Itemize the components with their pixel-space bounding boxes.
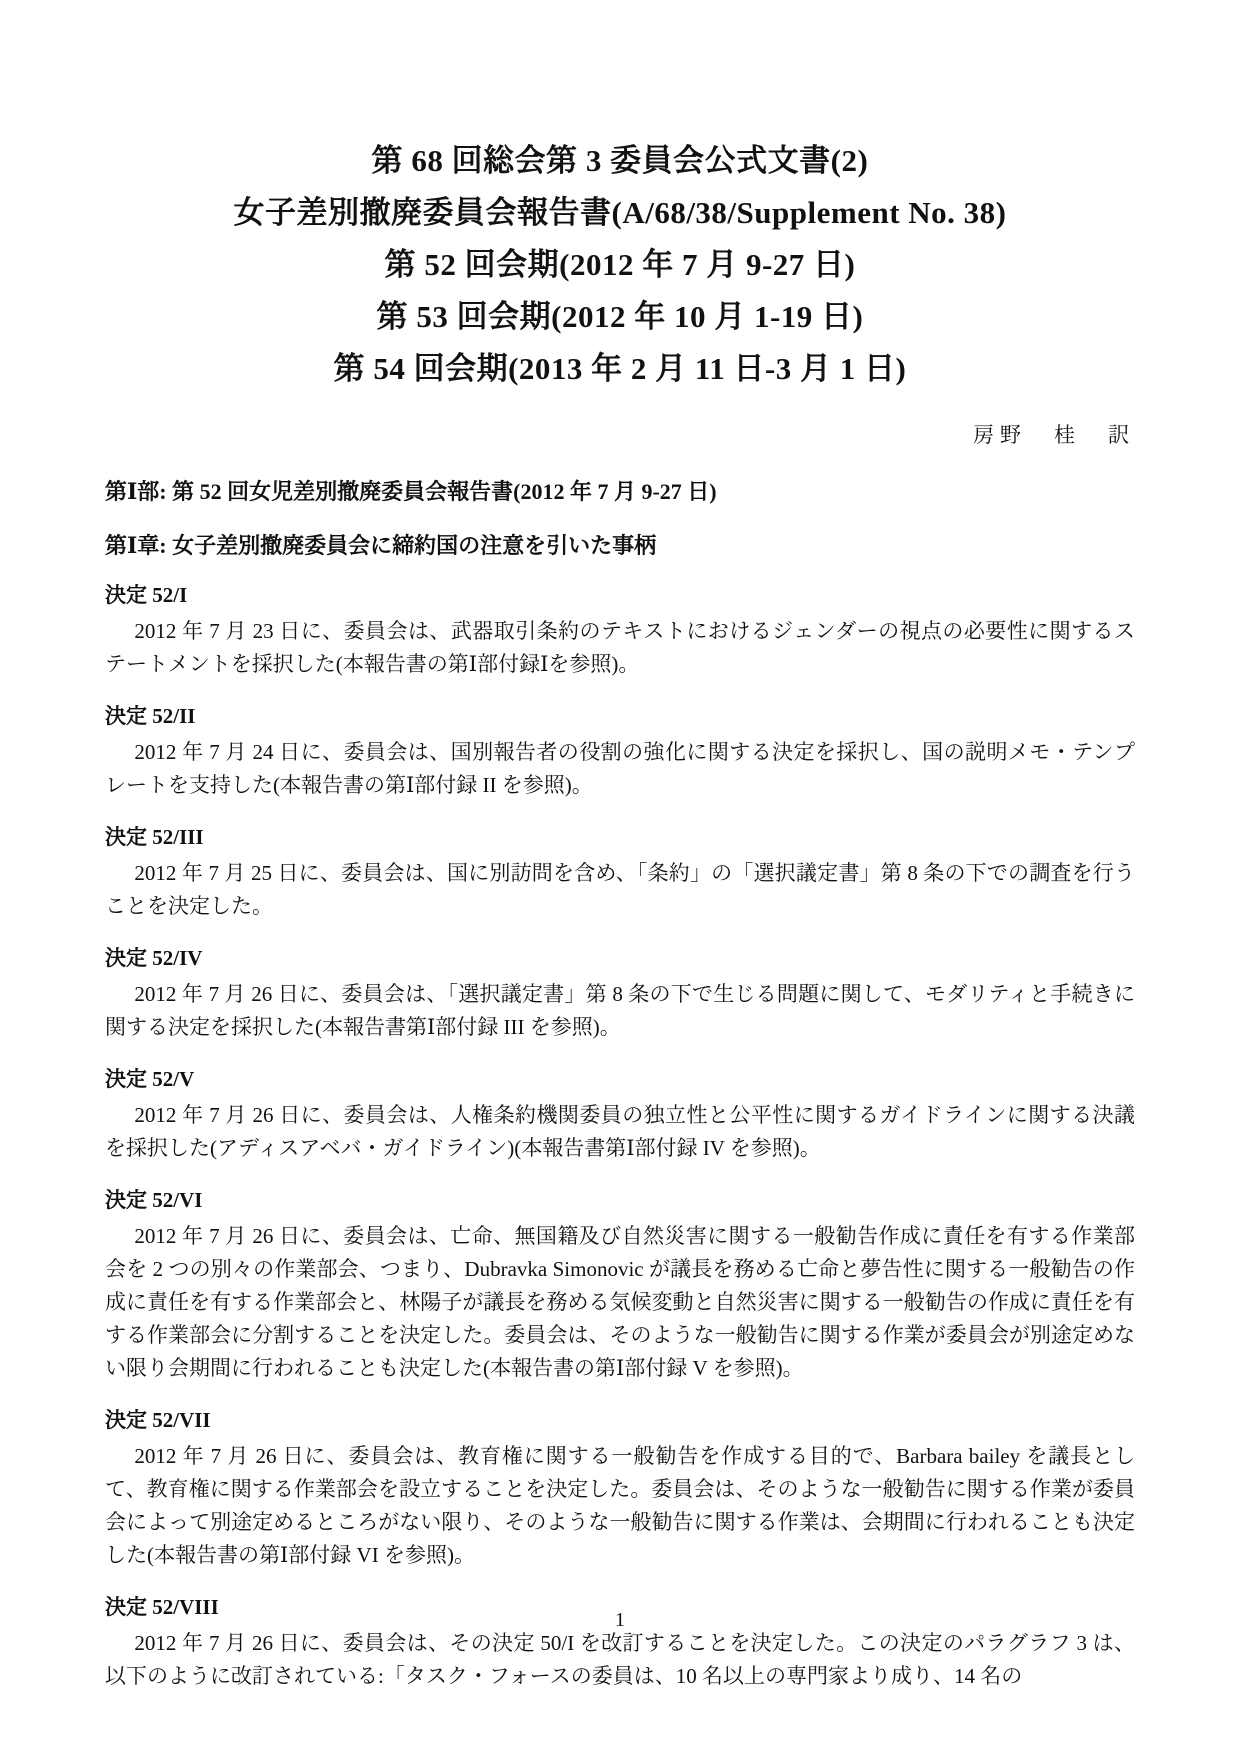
decision-body: 2012 年 7 月 26 日に、委員会は、亡命、無国籍及び自然災害に関する一般勧告作成に責任を有する作業部会を 2 つの別々の作業部会、つまり、Dubravka Simonovic が議長を務める亡命と夢告性に関する一般勧告の作成に責任を有する作業部会と、林陽子が議長を務める気候変動と自然災害に関する一般勧告の作成に責任を有する作業部会に分割することを決定した。委員会は、そのような一般勧告に関する作業が委員会が別途定めない限り会期間に行われることも決定した(本報告書の第Ⅰ部付録 V を参照)。 xyxy=(105,1224,1135,1380)
decision-heading: 決定 52/VIII xyxy=(105,1595,219,1619)
document-title-line-4: 第 53 回会期(2012 年 10 月 1-19 日) xyxy=(376,299,864,334)
decision-heading: 決定 52/VII xyxy=(105,1408,211,1432)
decision-heading: 決定 52/V xyxy=(105,1067,195,1091)
decision-body: 2012 年 7 月 25 日に、委員会は、国に別訪問を含め、「条約」の「選択議定書」第 8 条の下での調査を行うことを決定した。 xyxy=(105,861,1135,918)
decision-section-52-3 xyxy=(105,824,1135,923)
decision-heading: 決定 52/I xyxy=(105,583,188,607)
decision-section-52-4 xyxy=(105,945,1135,1044)
decision-body: 2012 年 7 月 26 日に、委員会は、教育権に関する一般勧告を作成する目的で、Barbara bailey を議長として、教育権に関する作業部会を設立することを決定した。委員会は、そのような一般勧告に関する作業が委員会によって別途定めるところがない限り、そのような一般勧告に関する作業は、会期間に行われることも決定した(本報告書の第Ⅰ部付録 VI を参照)。 xyxy=(105,1444,1135,1567)
decision-section-52-2 xyxy=(105,703,1135,802)
part-heading: 第Ⅰ部: 第 52 回女児差別撤廃委員会報告書(2012 年 7 月 9-27 日) xyxy=(105,479,717,504)
document-title-line-5: 第 54 回会期(2013 年 2 月 11 日-3 月 1 日) xyxy=(333,351,907,386)
translator-credit: 房野 桂 訳 xyxy=(973,423,1135,447)
chapter-heading: 第Ⅰ章: 女子差別撤廃委員会に締約国の注意を引いた事柄 xyxy=(105,533,657,558)
decision-body: 2012 年 7 月 26 日に、委員会は、その決定 50/I を改訂することを決定した。この決定のパラグラフ 3 は、以下のように改訂されている:「タスク・フォースの委員は、10 名以上の専門家より成り、14 名の xyxy=(105,1631,1135,1688)
decision-heading: 決定 52/II xyxy=(105,704,196,728)
page-number: 1 xyxy=(615,1609,625,1631)
document-title-line-2: 女子差別撤廃委員会報告書(A/68/38/Supplement No. 38) xyxy=(233,195,1007,230)
document-title-line-3: 第 52 回会期(2012 年 7 月 9-27 日) xyxy=(384,247,856,282)
decision-section-52-7 xyxy=(105,1407,1135,1572)
decision-body: 2012 年 7 月 24 日に、委員会は、国別報告者の役割の強化に関する決定を採択し、国の説明メモ・テンプレートを支持した(本報告書の第Ⅰ部付録 II を参照)。 xyxy=(105,740,1135,797)
decision-heading: 決定 52/VI xyxy=(105,1188,203,1212)
decision-heading: 決定 52/IV xyxy=(105,946,203,970)
decision-section-52-1 xyxy=(105,582,1135,681)
decision-body: 2012 年 7 月 23 日に、委員会は、武器取引条約のテキストにおけるジェンダーの視点の必要性に関するステートメントを採択した(本報告書の第Ⅰ部付録Ⅰを参照)。 xyxy=(105,619,1135,676)
decision-section-52-5 xyxy=(105,1066,1135,1165)
decision-section-52-6 xyxy=(105,1187,1135,1385)
decision-heading: 決定 52/III xyxy=(105,825,204,849)
document-title-line-1: 第 68 回総会第 3 委員会公式文書(2) xyxy=(371,143,869,178)
decision-body: 2012 年 7 月 26 日に、委員会は、「選択議定書」第 8 条の下で生じる問題に関して、モダリティと手続きに関する決定を採択した(本報告書第Ⅰ部付録 III を参照)。 xyxy=(105,982,1135,1039)
decision-body: 2012 年 7 月 26 日に、委員会は、人権条約機関委員の独立性と公平性に関するガイドラインに関する決議を採択した(アディスアベバ・ガイドライン)(本報告書第Ⅰ部付録 IV を参照)。 xyxy=(105,1103,1135,1160)
title-block xyxy=(105,143,1135,386)
